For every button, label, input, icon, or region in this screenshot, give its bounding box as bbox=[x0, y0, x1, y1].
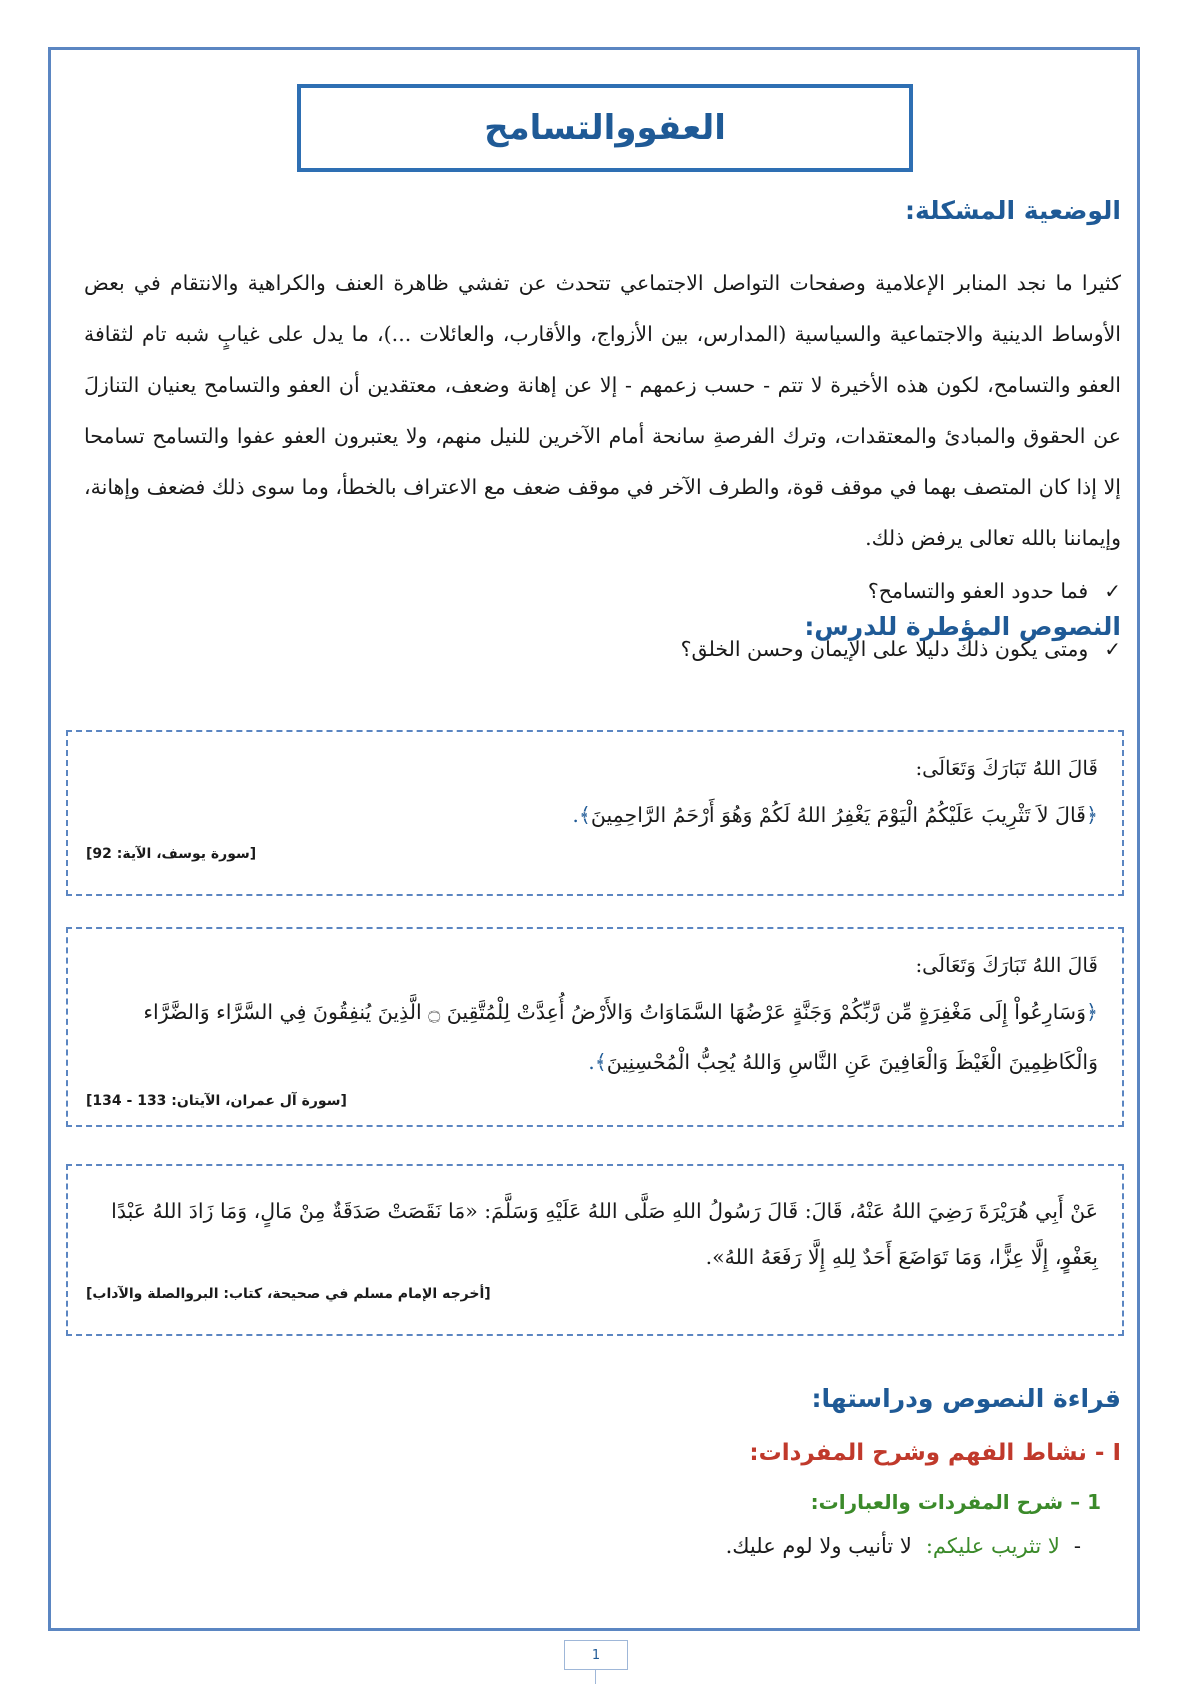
verse-open-bracket: ﴿ bbox=[1085, 1000, 1098, 1024]
vocab-item bbox=[726, 1534, 1081, 1558]
hadith-text: عَنْ أَبِي هُرَيْرَةَ رَضِيَ اللهُ عَنْهُ، قَالَ: قَالَ رَسُولُ اللهِ صَلَّى اللهُ عَلَيْهِ وَسَلَّمَ: «مَا نَقَصَتْ صَدَقَةٌ مِنْ مَالٍ، وَمَا زَادَ اللهُ عَبْدًا بِعَفْوٍ، إِلَّا عِزًّا، وَمَا تَوَاضَعَ أَحَدٌ لِلهِ إِلَّا رَفَعَهُ اللهُ». bbox=[111, 1199, 1098, 1269]
hadith-reference: [أخرجه الإمام مسلم في صحيحة، كتاب: البروالصلة والآداب] bbox=[86, 1286, 491, 1302]
reading-heading-text: قراءة النصوص ودراستها: bbox=[811, 1384, 1121, 1413]
question-text: ومتى يكون ذلك دليلا على الإيمان وحسن الخلق؟ bbox=[680, 637, 1089, 661]
verse-reference: [سورة يوسف، الآية: 92] bbox=[86, 846, 257, 862]
question-text: فما حدود العفو والتسامح؟ bbox=[867, 579, 1089, 603]
verse-close-bracket: ﴾. bbox=[588, 1050, 607, 1074]
verse-text bbox=[86, 790, 1098, 840]
page-number-connector bbox=[595, 1670, 596, 1684]
problem-heading: الوضعية المشكلة: bbox=[904, 196, 1121, 225]
verse-intro: قَالَ اللهُ تَبَارَكَ وَتَعَالَى: bbox=[915, 953, 1098, 977]
text-box-hadith bbox=[66, 1164, 1124, 1336]
page-number: 1 bbox=[564, 1640, 628, 1670]
page-title: العفووالتسامح bbox=[484, 108, 726, 148]
verse-close-bracket: ﴾. bbox=[572, 803, 591, 827]
verse-open-bracket: ﴿ bbox=[1085, 803, 1098, 827]
vocab-heading: 1 – شرح المفردات والعبارات: bbox=[810, 1490, 1101, 1514]
vocab-term: لا تثريب عليكم: bbox=[925, 1534, 1060, 1558]
verse-intro: قَالَ اللهُ تَبَارَكَ وَتَعَالَى: bbox=[915, 756, 1098, 780]
title-box bbox=[297, 84, 913, 172]
verse-text bbox=[86, 987, 1098, 1087]
text-box-quran-2 bbox=[66, 927, 1124, 1127]
verse-reference: [سورة آل عمران، الآيتان: 133 - 134] bbox=[86, 1093, 347, 1109]
reading-heading bbox=[811, 1384, 1121, 1413]
vocab-dash: - bbox=[1073, 1534, 1081, 1558]
texts-heading: النصوص المؤطرة للدرس: bbox=[804, 612, 1121, 641]
vocab-definition: لا تأنيب ولا لوم عليك. bbox=[725, 1534, 912, 1558]
verse-body: قَالَ لاَ تَثْرِيبَ عَلَيْكُمُ الْيَوْمَ يَغْفِرُ اللهُ لَكُمْ وَهُوَ أَرْحَمُ الرَّاحِمِينَ bbox=[590, 803, 1086, 827]
problem-paragraph: كثيرا ما نجد المنابر الإعلامية وصفحات التواصل الاجتماعي تتحدث عن تفشي ظاهرة العنف والكراهية والانتقام في بعض الأوساط الدينية والاجتماعية والسياسية (المدارس، بين الأزواج، والأقارب، والعائلات ...)، ما يدل على غيابٍ شبه تام لثقافة العفو والتسامح، لكون هذه الأخيرة لا تتم - حسب زعمهم - إلا عن إهانة وضعف، معتقدين أن العفو والتسامح يعنيان التنازلَ عن الحقوق والمبادئ والمعتقدات، وترك الفرصةِ سانحة أمام الآخرين للنيل منهم، ولا يعتبرون العفو عفوا والتسامح تسامحا إلا إذا كان المتصف بهما في موقف قوة، والطرف الآخر في موقف ضعف مع الاعتراف بالخطأ، وما سوى ذلك فضعف وإهانة، وإيماننا بالله تعالى يرفض ذلك. bbox=[84, 271, 1121, 550]
activity-heading: I - نشاط الفهم وشرح المفردات: bbox=[749, 1440, 1121, 1466]
verse-body: وَسَارِعُواْ إِلَى مَغْفِرَةٍ مِّن رَّبِّكُمْ وَجَنَّةٍ عَرْضُهَا السَّمَاوَاتُ وَالأَرْضُ أُعِدَّتْ لِلْمُتَّقِينَ ۝ الَّذِينَ يُنفِقُونَ فِي السَّرَّاء وَالضَّرَّاء وَالْكَاظِمِينَ الْغَيْظَ وَالْعَافِينَ عَنِ النَّاسِ وَاللهُ يُحِبُّ الْمُحْسِنِينَ bbox=[143, 1000, 1098, 1074]
check-icon: ✓ bbox=[1104, 637, 1121, 661]
text-box-quran-1 bbox=[66, 730, 1124, 896]
check-icon: ✓ bbox=[1104, 579, 1121, 603]
